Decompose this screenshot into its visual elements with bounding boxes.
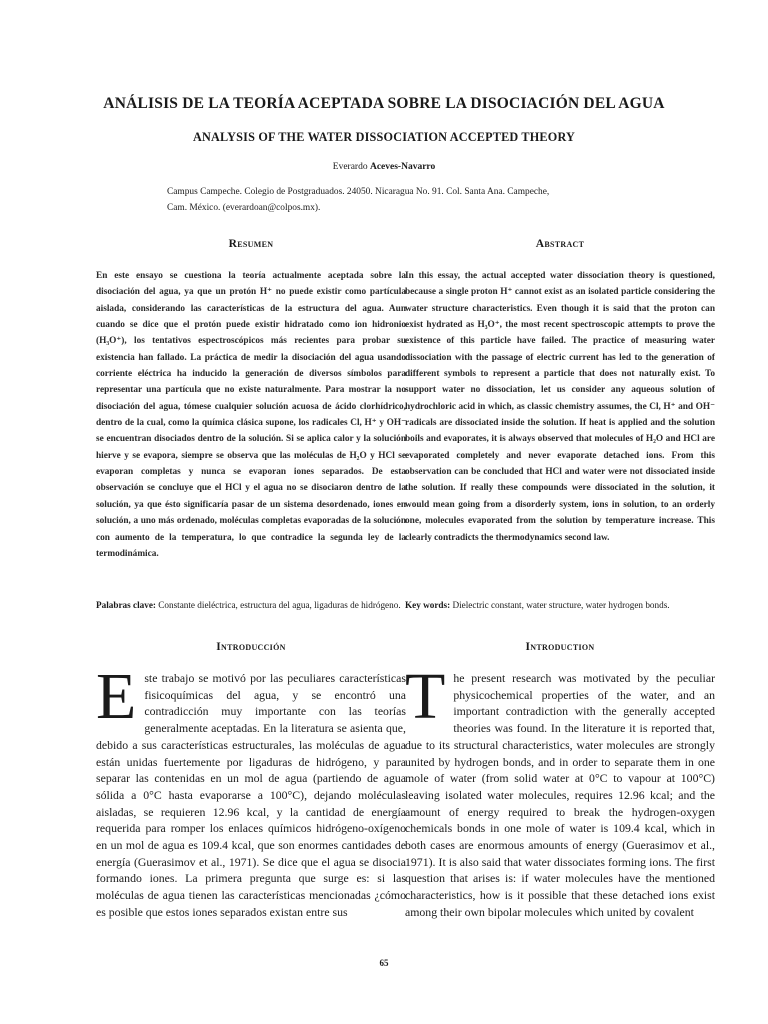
resumen-keywords-label: Palabras clave: (96, 600, 156, 610)
introduccion-text-block (96, 660, 406, 921)
introduction-heading: Introduction (525, 641, 595, 653)
title-english: ANALYSIS OF THE WATER DISSOCIATION ACCEPTED THEORY (192, 130, 576, 144)
affiliation (167, 184, 607, 216)
resumen-keywords (96, 597, 406, 613)
abstract-text: In this essay, the actual accepted water dissociation theory is questioned, because a single proton H⁺ cannot exist as an isolated particle considering the water structure characteristics. Even though it is said that the proton can exist hydrated as H₃O⁺, the most recent spectroscopic attempts to prove the existence of this particle have failed. The practice of measuring water dissociation with the passage of electric current has led to the generation of different symbols to represent a particle that does not naturally exist. To support water no dissociation, let us consider any aqueous solution of hydrochloric acid in which, as classic chemistry assumes, the Cl, H⁺ and OH⁻ radicals are dissociated inside the solution. If heat is applied and the solution boils and evaporates, it is always observed that molecules of H₂O and HCl are evaporated completely and never evaporate detached ions. From this observation can be concluded that HCl and water were not dissociated inside the solution. If really these compounds were dissociated in the solution, it would mean going from a disorderly system, ions in solution, to an orderly one, molecules evaporated from the solution by temperature increase. This clearly contradicts the thermodynamics second law. (405, 271, 715, 543)
resumen-text: En este ensayo se cuestiona la teoría actualmente aceptada sobre la disociación del agua, ya que un protón H⁺ no puede existir como partícula aislada, considerando las características de la estructura del agua. Aun cuando se dice que el protón puede existir hidratado como ion hidronio (H₃O⁺), los tentativos espectroscópicos más recientes para probar su existencia han fallado. La práctica de medir la disociación del agua usando corriente eléctrica ha inducido la generación de diversos símbolos para representar una partícula que no existe naturalmente. Para mostrar la no disociación del agua, tómese cualquier solución acuosa de ácido clorhídrico, dentro de la cual, como la química clásica supone, los radicales Cl, H⁺ y OH⁻ se encuentran disociados dentro de la solución. Si se aplica calor y la solución hierve y se evapora, siempre se observa que las moléculas de H₂O y HCl se evaporan completas y nunca se evaporan iones separados. De esta observación se concluye que el HCl y el agua no se disociaron dentro de la solución, ya que ésto significaría pasar de un sistema desordenado, iones en solución, a uno más ordenado, moléculas completas evaporadas de la solución con aumento de la temperatura, lo que contradice la segunda ley de la termodinámica. (96, 271, 406, 559)
title-spanish: ANÁLISIS DE LA TEORÍA ACEPTADA SOBRE LA DISOCIACIÓN DEL AGUA (103, 95, 665, 112)
introduction-dropcap: T (405, 660, 446, 733)
author-first-name: Everardo (332, 162, 368, 172)
introduccion-heading: Introducción (216, 641, 286, 653)
resumen-heading: Resumen (228, 238, 274, 250)
introduction-text: he present research was motivated by the peculiar physicochemical properties of the water, and an important contradiction with the generally accepted theories was found. In the literature it is reported that, due to its structural characteristics, water molecules are strongly united by hydrogen bonds, and in order to separate them in one mole of water (from solid water at 0°C to vapour at 100°C) leaving isolated water molecules, requires 12.96 kcal; and the amount of energy required to break the hydrogen-oxygen chemicals bonds in one mole of water is 109.4 kcal, which in both cases are enormous amounts of energy (Guerasimov et al., 1971). It is also said that water dissociates forming ions. The first question that arises is: if water molecules have the mentioned characteristics, how is it possible that these detached ions exist among their own bipolar molecules which united by covalent (405, 671, 715, 919)
page-number: 65 (379, 958, 389, 968)
introduccion-dropcap: E (96, 660, 137, 733)
affiliation-line-2: Cam. México. (everardoan@colpos.mx). (167, 203, 321, 213)
abstract-heading: Abstract (535, 238, 585, 250)
introduccion-text: ste trabajo se motivó por las peculiares características fisicoquímicas del agua, y se encontró una contradicción muy importante con las teorías generalmente aceptadas. En la literatura se asienta que, debido a sus características estructurales, las moléculas de agua están unidas fuertemente por ligaduras de hidrógeno, y para separar las contenidas en un mol de agua (partiendo de agua sólida a 0°C hasta evaporarse a 100°C), dejando moléculas aisladas, se requieren 12.96 kcal, y la cantidad de energía requerida para romper los enlaces químicos hidrógeno-oxígeno en un mol de agua es 109.4 kcal, que son enormes cantidades de energía (Guerasimov et al., 1971). Se dice que el agua se disocia formando iones. La primera pregunta que surge es: si las moléculas de agua tienen las características mencionadas ¿cómo es posible que estos iones separados existan entre sus (96, 671, 406, 919)
author-line (0, 162, 768, 172)
affiliation-line-1: Campus Campeche. Colegio de Postgraduados. 24050. Nicaragua No. 91. Col. Santa Ana. Campeche, (167, 187, 550, 197)
abstract-keywords-text: Dielectric constant, water structure, water hydrogen bonds. (452, 600, 670, 610)
abstract-keywords (405, 597, 715, 613)
author-last-name: Aceves-Navarro (369, 162, 436, 172)
introduction-text-block (405, 660, 715, 921)
abstract-keywords-label: Key words: (405, 600, 451, 610)
resumen-keywords-text: Constante dieléctrica, estructura del agua, ligaduras de hidrógeno. (158, 600, 401, 610)
